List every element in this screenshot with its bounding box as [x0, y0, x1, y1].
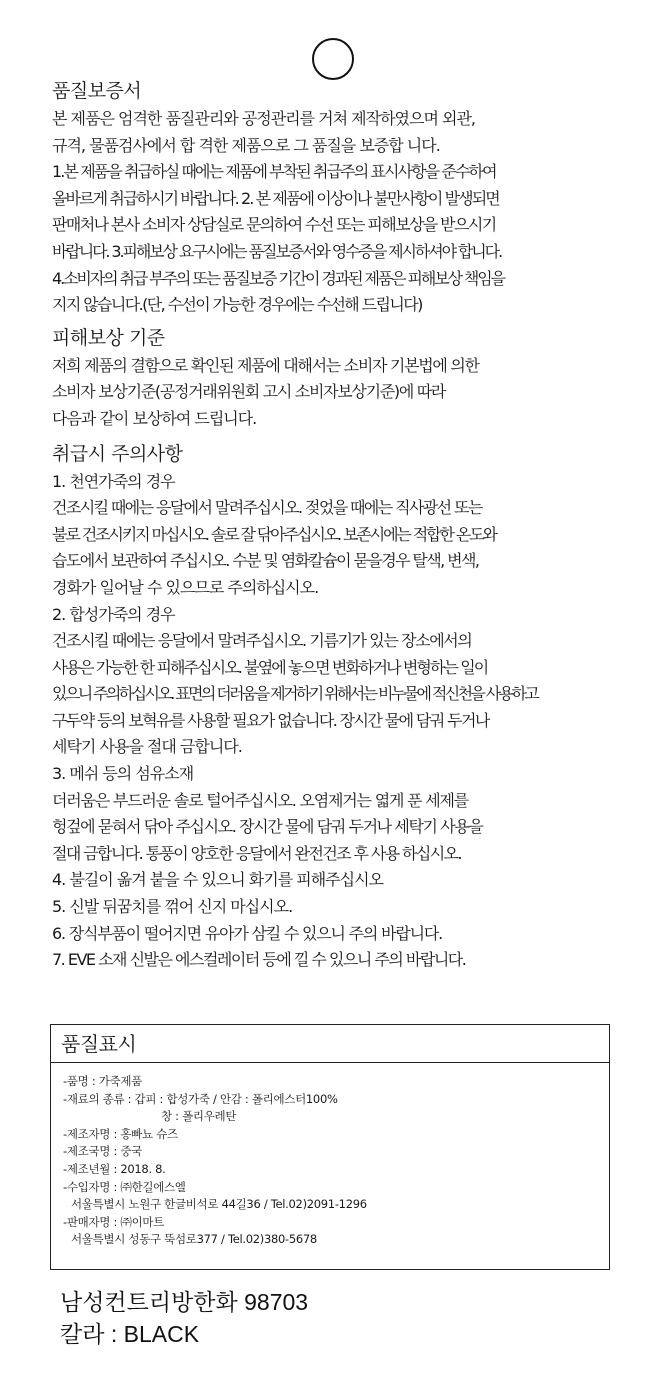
care-item: 4. 불길이 옮겨 붙을 수 있으니 화기를 피해주십시오	[52, 870, 383, 890]
care-line: 헝겊에 묻혀서 닦아 주십시오. 장시간 물에 담궈 두거나 세탁기 사용을	[52, 817, 483, 837]
care-line: 세탁기 사용을 절대 금합니다.	[52, 737, 242, 757]
quality-row-date: -제조년월 : 2018. 8.	[63, 1161, 166, 1176]
quality-row-item-name: -품명 : 가죽제품	[63, 1074, 142, 1088]
care-line: 불로 건조시키지 마십시오. 솔로 잘 닦아주십시오. 보존시에는 적합한 온도와	[52, 524, 496, 544]
care-line: 습도에서 보관하여 주십시오. 수분 및 염화칼슘이 묻을경우 탈색, 변색,	[52, 551, 479, 571]
care-title: 취급시 주의사항	[52, 442, 183, 465]
warranty-line: 올바르게 취급하시기 바랍니다. 2. 본 제품에 이상이나 불만사항이 발생되면	[52, 188, 499, 208]
care-section-heading: 3. 메쉬 등의 섬유소재	[52, 764, 194, 784]
warranty-title: 품질보증서	[52, 80, 142, 102]
quality-row-seller-address: 서울특별시 성동구 뚝섬로377 / Tel.02)380-5678	[71, 1232, 317, 1247]
warranty-line: 본 제품은 엄격한 품질관리와 공정관리를 거쳐 제작하였으며 외관,	[52, 109, 476, 128]
warranty-line: 판매처나 본사 소비자 상담실로 문의하여 수선 또는 피해보상을 받으시기	[52, 215, 496, 235]
care-item: 6. 장식부품이 떨어지면 유아가 삼킬 수 있으니 주의 바랍니다.	[52, 923, 442, 943]
quality-row-country: -제조국명 : 중국	[63, 1144, 142, 1159]
quality-label-box	[50, 1024, 610, 1270]
compensation-title: 피해보상 기준	[52, 326, 165, 349]
care-section-heading: 1. 천연가죽의 경우	[52, 471, 175, 491]
quality-label-title: 품질표시	[51, 1025, 609, 1063]
care-line: 경화가 일어날 수 있으므로 주의하십시오.	[52, 577, 319, 597]
quality-row-importer-address: 서울특별시 노원구 한글비석로 44길36 / Tel.02)2091-1296	[71, 1197, 367, 1212]
compensation-body	[52, 353, 618, 433]
warranty-document	[52, 76, 618, 974]
quality-row-material: -재료의 종류 : 갑피 : 합성가죽 / 안감 : 폴리에스터100%	[63, 1091, 338, 1106]
care-line: 건조시킬 때에는 응달에서 말려주십시오. 기름기가 있는 장소에서의	[52, 631, 472, 651]
care-line: 건조시킬 때에는 응달에서 말려주십시오. 젖었을 때에는 직사광선 또는	[52, 498, 482, 518]
warranty-line: 바랍니다. 3.피해보상 요구시에는 품질보증서와 영수증을 제시하셔야 합니다.	[52, 241, 501, 261]
quality-label-list	[51, 1063, 609, 1249]
compensation-line: 다음과 같이 보상하여 드립니다.	[52, 408, 257, 428]
care-item: 5. 신발 뒤꿈치를 꺾어 신지 마십시오.	[52, 897, 293, 917]
product-name: 남성컨트리방한화 98703	[60, 1289, 309, 1315]
compensation-line: 저희 제품의 결함으로 확인된 제품에 대해서는 소비자 기본법에 의한	[52, 355, 479, 375]
quality-row-seller: -판매자명 : ㈜이마트	[63, 1214, 164, 1229]
quality-row-sole: 창 : 폴리우레탄	[161, 1109, 237, 1124]
care-line: 사용은 가능한 한 피해주십시오. 불옆에 놓으면 변화하거나 변형하는 일이	[52, 657, 488, 677]
care-section-heading: 2. 합성가죽의 경우	[52, 604, 175, 624]
care-item: 7. EVE 소재 신발은 에스컬레이터 등에 낄 수 있으니 주의 바랍니다.	[52, 950, 466, 970]
warranty-line: 지지 않습니다.(단, 수선이 가능한 경우에는 수선해 드립니다)	[52, 295, 422, 315]
compensation-line: 소비자 보상기준(공정거래위원회 고시 소비자보상기준)에 따라	[52, 382, 446, 402]
product-info	[60, 1286, 308, 1350]
quality-row-importer: -수입자명 : ㈜한길에스엘	[63, 1179, 186, 1194]
care-body	[52, 469, 618, 974]
product-color: 칼라 : BLACK	[60, 1321, 200, 1347]
care-line: 있으니 주의하십시오. 표면의 더러움을 제거하기 위해서는 비누물에 적신천을 사용하고	[52, 684, 538, 704]
warranty-line: 1.본 제품을 취급하실 때에는 제품에 부착된 취급주의 표시사항을 준수하여	[52, 162, 496, 182]
tag-hole	[312, 38, 354, 80]
care-line: 절대 금합니다. 통풍이 양호한 응달에서 완전건조 후 사용 하십시오.	[52, 843, 461, 863]
care-line: 구두약 등의 보혁유를 사용할 필요가 없습니다. 장시간 물에 담궈 두거나	[52, 710, 489, 730]
warranty-body	[52, 106, 618, 319]
quality-row-manufacturer: -제조자명 : 홍빠뇨 슈즈	[63, 1126, 178, 1141]
warranty-line: 4.소비자의 취급 부주의 또는 품질보증 기간이 경과된 제품은 피해보상 책임을	[52, 268, 504, 288]
care-line: 더러움은 부드러운 솔로 털어주십시오. 오염제거는 엷게 푼 세제를	[52, 790, 469, 810]
warranty-line: 규격, 물품검사에서 합 격한 제품으로 그 품질을 보증합 니다.	[52, 135, 440, 155]
